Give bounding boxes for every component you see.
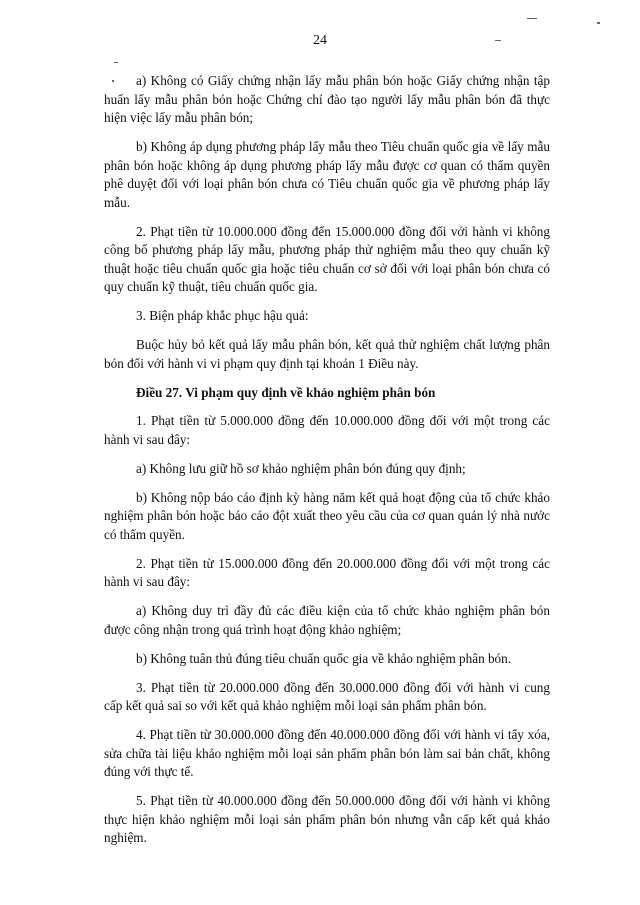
document-body xyxy=(104,72,550,858)
article-27-clause-1: 1. Phạt tiền từ 5.000.000 đồng đến 10.000.000 đồng đối với một trong các hành vi sau đây: xyxy=(104,413,550,447)
article-27-clause-2b: b) Không tuân thủ đúng tiêu chuẩn quốc gia về khảo nghiệm phân bón. xyxy=(136,650,512,666)
article-27-clause-2: 2. Phạt tiền từ 15.000.000 đồng đến 20.000.000 đồng đối với một trong các hành vi sau đây: xyxy=(104,555,550,589)
article-27-heading: Điều 27. Vi phạm quy định về khảo nghiệm phân bón xyxy=(136,384,436,400)
article-27-clause-2a: a) Không duy trì đầy đủ các điều kiện của tổ chức khảo nghiệm phân bón được công nhận trong quá trình hoạt động khảo nghiệm; xyxy=(104,603,550,637)
paragraph-remedy: Buộc hủy bỏ kết quả lấy mẫu phân bón, kết quả thử nghiệm chất lượng phân bón đối với hành vi vi phạm quy định tại khoản 1 Điều này. xyxy=(104,337,550,371)
paragraph-1b: b) Không áp dụng phương pháp lấy mẫu theo Tiêu chuẩn quốc gia về lấy mẫu phân bón hoặc không áp dụng phương pháp lấy mẫu được cơ quan có thẩm quyền phê duyệt đối với loại phân bón chưa có Tiêu chuẩn quốc gia về phương pháp lấy mẫu. xyxy=(104,139,550,210)
page-number: 24 xyxy=(313,33,327,48)
article-27-clause-3: 3. Phạt tiền từ 20.000.000 đồng đến 30.000.000 đồng đối với hành vi cung cấp kết quả sai so với kết quả khảo nghiệm mỗi loại sản phẩm phân bón. xyxy=(104,679,550,713)
article-27-clause-4: 4. Phạt tiền từ 30.000.000 đồng đến 40.000.000 đồng đối với hành vi tẩy xóa, sửa chữa tài liệu khảo nghiệm mỗi loại sản phẩm phân bón làm sai bản chất, không đúng với thực tế. xyxy=(104,727,550,779)
scan-speck xyxy=(114,62,118,63)
paragraph-2: 2. Phạt tiền từ 10.000.000 đồng đến 15.000.000 đồng đối với hành vi không công bố phương pháp lấy mẫu, phương pháp thử nghiệm mẫu theo quy chuẩn kỹ thuật hoặc tiêu chuẩn quốc gia hoặc tiêu chuẩn cơ sở đối với loại phân bón chưa có quy chuẩn kỹ thuật, tiêu chuẩn quốc gia. xyxy=(104,223,550,294)
scan-speck xyxy=(527,18,537,19)
article-27-clause-5: 5. Phạt tiền từ 40.000.000 đồng đến 50.000.000 đồng đối với hành vi không thực hiện khảo nghiệm mỗi loại sản phẩm phân bón nhưng vẫn cấp kết quả khảo nghiệm. xyxy=(104,793,550,845)
paragraph-3: 3. Biện pháp khắc phục hậu quả: xyxy=(136,308,309,323)
article-27-clause-1a: a) Không lưu giữ hồ sơ khảo nghiệm phân bón đúng quy định; xyxy=(136,460,466,476)
article-27-clause-1b: b) Không nộp báo cáo định kỳ hàng năm kết quả hoạt động của tổ chức khảo nghiệm phân bón hoặc báo cáo đột xuất theo yêu cầu của cơ quan quản lý nhà nước có thẩm quyền. xyxy=(104,489,550,542)
scan-speck xyxy=(597,22,600,24)
scan-speck xyxy=(495,40,501,41)
paragraph-1a: a) Không có Giấy chứng nhận lấy mẫu phân bón hoặc Giấy chứng nhận tập huấn lấy mẫu phân bón hoặc Chứng chỉ đào tạo người lấy mẫu phân bón đã thực hiện việc lấy mẫu phân bón; xyxy=(104,73,550,125)
